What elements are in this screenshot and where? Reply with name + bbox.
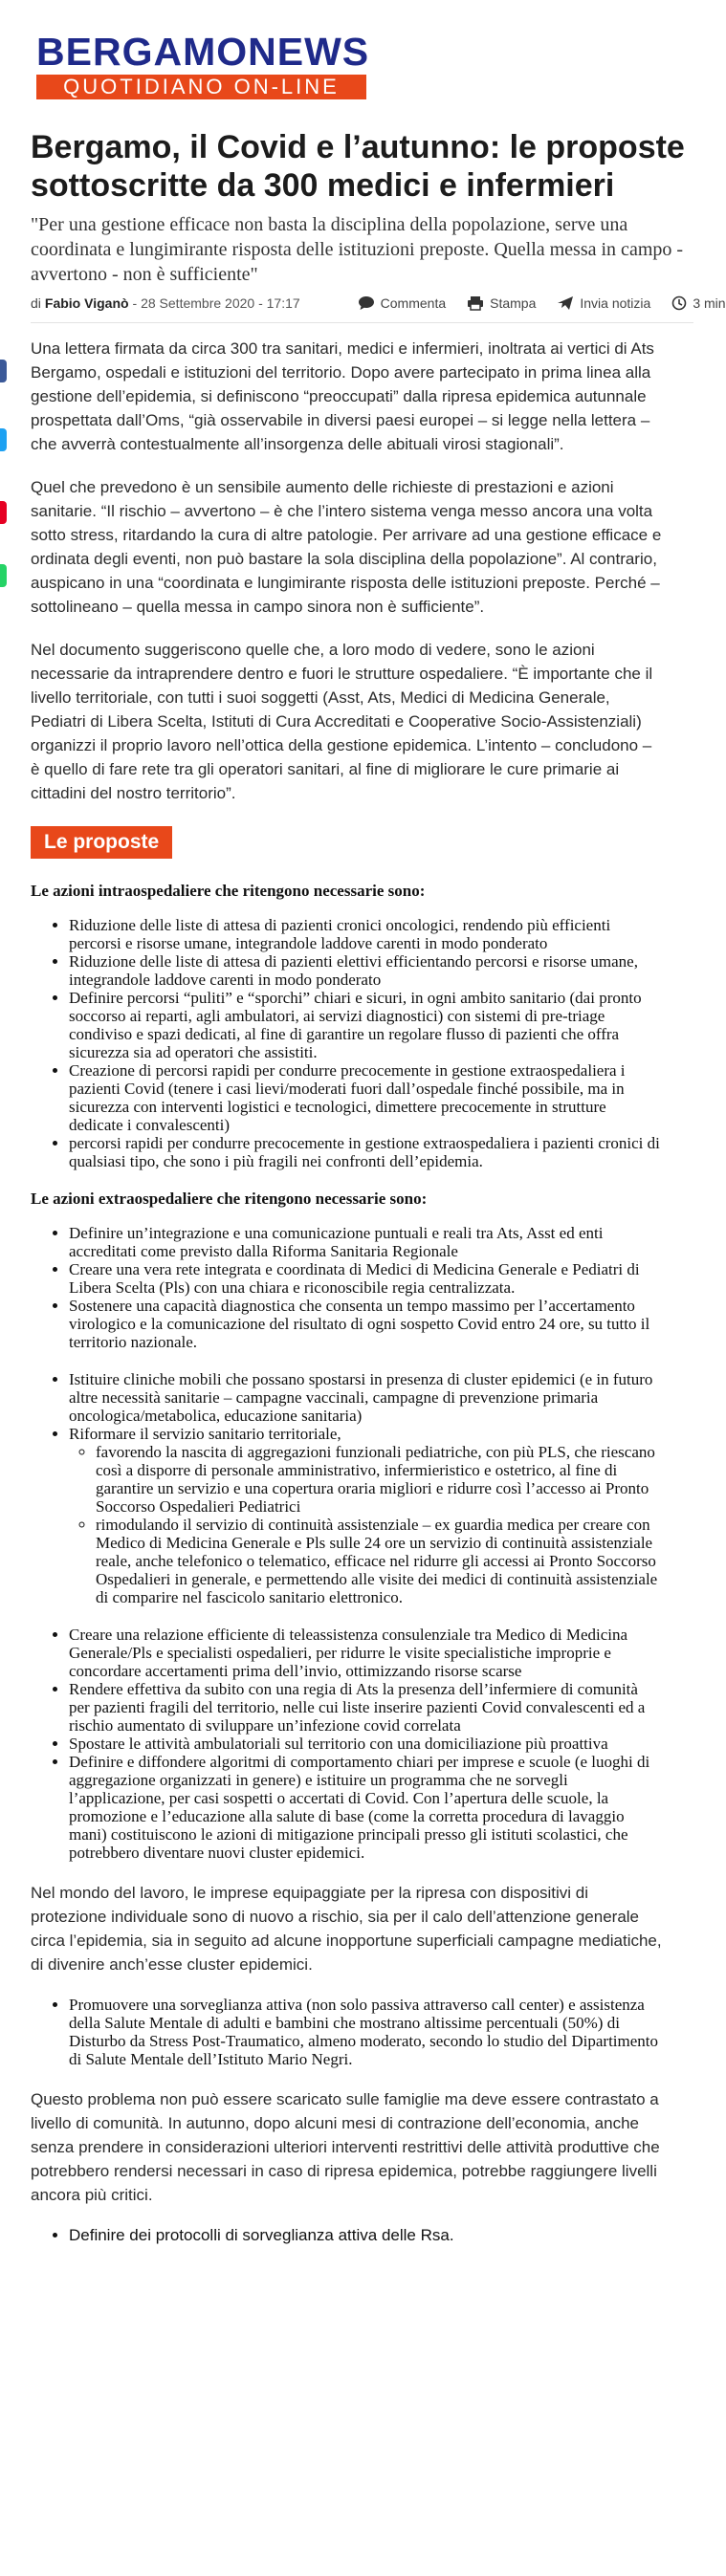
sub-list-item: ◦ favorendo la nascita di aggregazioni funzionali pediatriche, con più PLS, che riescano così a disporre di personale amministrativo, infermieristico e ostetrico, al fine di garantire un servizio e una copertura oraria migliori e ridurre così l’accesso ai Pronto Soccorso Ospedalieri Pediatrici — [96, 1443, 662, 1516]
comment-button[interactable] — [358, 295, 446, 311]
article-body — [31, 337, 662, 2263]
extra-list-b — [31, 1370, 662, 1606]
list-item: • Promuovere una sorveglianza attiva (non solo passiva attraverso call center) e assistenza della Salute Mentale di adulti e bambini che mostrano altissime percentuali (50%) di Disturbo da Stress Post-Traumatico, almeno moderato, secondo lo studio del Dipartimento di Salute Mentale dell’Istituto Mario Negri. — [69, 1996, 662, 2068]
send-news-button[interactable] — [557, 295, 650, 311]
list-item: • Creare una relazione efficiente di teleassistenza consulenziale tra Medico di Medicina Generale/Pls e specialisti ospedalieri, per ridurre le visite specialistiche improprie e concordare accertamenti prima dell’invio, ottimizzando risorse scarse — [69, 1626, 662, 1680]
list-item: • Creazione di percorsi rapidi per condurre precocemente in gestione extraospedaliera i pazienti Covid (tenere i casi lievi/moderati fuori dall’ospedale finché possibile, ma in sicurezza con interventi logistici e tecnologici, dimettere precocemente in strutture dedicate i convalescenti) — [69, 1061, 662, 1134]
whatsapp-share-icon[interactable] — [0, 564, 7, 587]
print-button[interactable] — [467, 295, 536, 311]
list-item: • Riduzione delle liste di attesa di pazienti cronici oncologici, rendendo più efficienti percorsi e risorse umane, integrandole laddove carenti in modo ponderato — [69, 916, 662, 952]
send-icon — [557, 295, 574, 311]
list-item: • Rendere effettiva da subito con una regia di Ats la presenza dell’infermiere di comunità per pazienti fragili del territorio, nelle cui liste inserire pazienti Covid convalescenti ed a rischio aumentato di sviluppare un’infezione covid correlata — [69, 1680, 662, 1735]
family-paragraph: Questo problema non può essere scaricato sulle famiglie ma deve essere contrastato a livello di comunità. In autunno, dopo alcuni mesi di contrazione dell’economia, anche senza prendere in considerazioni ulteriori interventi restrittivi delle attività produttive che potrebbero rendersi necessari in caso di ripresa epidemica, potrebbe raggiungere livelli ancora più critici. — [31, 2090, 660, 2204]
article-paragraph-1: Una lettera firmata da circa 300 tra sanitari, medici e infermieri, inoltrata ai vertici di Ats Bergamo, ospedali e istituzioni del territorio. Dopo avere partecipato in prima linea alla gestione dell’epidemia, si definiscono “preoccupati” dalla ripresa epidemica autunnale prospettata dall’Oms, “già osservabile in diversi paesi europei – si legge nella lettera – che avverrà contestualmente all’insorgenza delle abituali virosi stagionali”. — [31, 339, 654, 453]
site-header — [0, 0, 693, 124]
article-subtitle: "Per una gestione efficace non basta la disciplina della popolazione, serve una coordinata e lungimirante risposta delle istituzioni preposte. Quella messa in campo - avvertono - non è sufficiente" — [31, 214, 684, 285]
work-paragraph: Nel mondo del lavoro, le imprese equipaggiate per la ripresa con dispositivi di protezione individuale sono di nuovo a rischio, sia per il calo dell’attenzione generale circa l’epidemia, sia in seguito ad alcune inopportune superficiali campagne mediatiche, di divenire anch’esse cluster epidemici. — [31, 1884, 662, 1974]
facebook-share-icon[interactable] — [0, 360, 7, 382]
list-item — [69, 1425, 662, 1606]
print-label: Stampa — [490, 295, 537, 311]
extra-list-a — [31, 1224, 662, 1351]
list-item: • Creare una vera rete integrata e coordinata di Medici di Medicina Generale e Pediatri di Libera Scelta (Pls) con una chiara e riconoscibile regia centralizzata. — [69, 1260, 662, 1297]
publish-date: - 28 Settembre 2020 - 17:17 — [132, 295, 300, 311]
logo-tagline: QUOTIDIANO ON-LINE — [36, 75, 366, 99]
author-prefix: di — [31, 295, 41, 311]
list-item: • Sostenere una capacità diagnostica che consenta un tempo massimo per l’accertamento virologico e la comunicazione del risultato di ogni sospetto Covid entro 24 ore, su tutto il territorio nazionale. — [69, 1297, 662, 1351]
intra-list — [31, 916, 662, 1170]
article-meta — [31, 291, 726, 316]
list-item: • Riduzione delle liste di attesa di pazienti elettivi efficientando percorsi e risorse umane, integrandole laddove carenti in modo ponderato — [69, 952, 662, 989]
list-item: • Definire e diffondere algoritmi di comportamento chiari per imprese e scuole (e luoghi di aggregazione organizzati in genere) e istituire un programma che ne sorvegli l’applicazione, per casi sospetti o accertati di Covid. Con l’apertura delle scuole, la promozione e l’educazione alla salute di base (come la corretta procedura di lavaggio mani) costituiscono le azioni di mitigazione principali presso gli istituti scolastici, che potrebbero diventare nuovi cluster epidemici. — [69, 1753, 662, 1862]
article-paragraph-2: Quel che prevedono è un sensibile aumento delle richieste di prestazioni e azioni sanitarie. “Il rischio – avvertono – è che l’intero sistema venga messo ancora una volta sotto stress, ritardando la cura di altre patologie. Per arrivare ad una gestione efficace e ordinata degli eventi, non può bastare la sola disciplina della popolazione”. Al contrario, auspicano in una “coordinata e lungimirante risposta delle istituzioni preposte. Perché – sottolineano – quella messa in campo sinora non è sufficiente”. — [31, 478, 662, 616]
list-item: • Spostare le attività ambulatoriali sul territorio con una domiciliazione più proattiva — [69, 1735, 662, 1753]
meta-divider — [31, 322, 693, 323]
logo-wordmark: BERGAMONEWS — [36, 30, 370, 74]
article-title: Bergamo, il Covid e l’autunno: le proposte sottoscritte da 300 medici e infermieri — [31, 129, 685, 204]
pinterest-share-icon[interactable] — [0, 501, 7, 524]
list-item: • Istituire cliniche mobili che possano spostarsi in presenza di cluster epidemici (e in futuro altre necessità sanitarie – campagne vaccinali, campagne di prevenzione primaria oncologica/metabolica, educazione sanitaria) — [69, 1370, 662, 1425]
sub-list-item: ◦ rimodulando il servizio di continuità assistenziale – ex guardia medica per creare con Medico di Medicina Generale e Pls sulle 24 ore un servizio di continuità assistenziale reale, anche telefonico o telematico, efficace nel ridurre gli accessi ai Pronto Soccorso Ospedalieri in generale, e permettendo alle visite dei medici di continuità assistenziale di comparire nel fascicolo sanitario elettronico. — [96, 1516, 662, 1606]
intra-heading: Le azioni intraospedaliere che ritengono necessarie sono: — [31, 882, 426, 900]
extra-list-c — [31, 1626, 662, 1862]
list-item: • percorsi rapidi per condurre precocemente in gestione extraospedaliera i pazienti cronici di qualsiasi tipo, che sono i più fragili nei confronti dell’epidemia. — [69, 1134, 662, 1170]
comment-label: Commenta — [380, 295, 447, 311]
site-logo[interactable] — [36, 31, 369, 99]
read-time-label: 3 min — [693, 295, 726, 311]
list-item-text: Riformare il servizio sanitario territoriale, — [69, 1425, 341, 1443]
list-item: • Definire un’integrazione e una comunicazione puntuali e reali tra Ats, Asst ed enti accreditati come previsto dalla Riforma Sanitaria Regionale — [69, 1224, 662, 1260]
article-paragraph-3: Nel documento suggeriscono quelle che, a loro modo di vedere, sono le azioni necessarie da intraprendere dentro e fuori le strutture ospedaliere. “È importante che il livello territoriale, con tutti i suoi soggetti (Asst, Ats, Medici di Medicina Generale, Pediatri di Libera Scelta, Istituti di Cura Accreditati e Cooperative Socio-Assistenziali) organizzi il proprio lavoro nell’ottica della gestione epidemica. L’intento – concludono – è quello di fare rete tra gli operatori sanitari, al fine di migliorare le cure primarie ai cittadini del nostro territorio”. — [31, 641, 653, 802]
print-icon — [467, 295, 484, 311]
list-item: • Definire dei protocolli di sorveglianza attiva delle Rsa. — [69, 2226, 662, 2244]
extra-sublist — [69, 1443, 662, 1606]
author-link[interactable]: Fabio Viganò — [44, 295, 129, 311]
list-item: • Definire percorsi “puliti” e “sporchi” chiari e sicuri, in ogni ambito sanitario (dai pronto soccorso ai reparti, agli ambulatori, ai servizi diagnostici) con sistemi di pre-triage condiviso e spazi dedicati, al fine di garantire un regolare flusso di pazienti che offra sicurezza sia ad operatori che assistiti. — [69, 989, 662, 1061]
comment-icon — [358, 295, 375, 311]
mental-health-list — [31, 1996, 662, 2068]
twitter-share-icon[interactable] — [0, 428, 7, 451]
extra-heading: Le azioni extraospedaliere che ritengono necessarie sono: — [31, 1190, 428, 1208]
section-heading: Le proposte — [31, 826, 172, 859]
read-time — [671, 295, 725, 311]
clock-icon — [671, 295, 687, 311]
send-label: Invia notizia — [580, 295, 651, 311]
rsa-list — [31, 2226, 662, 2244]
